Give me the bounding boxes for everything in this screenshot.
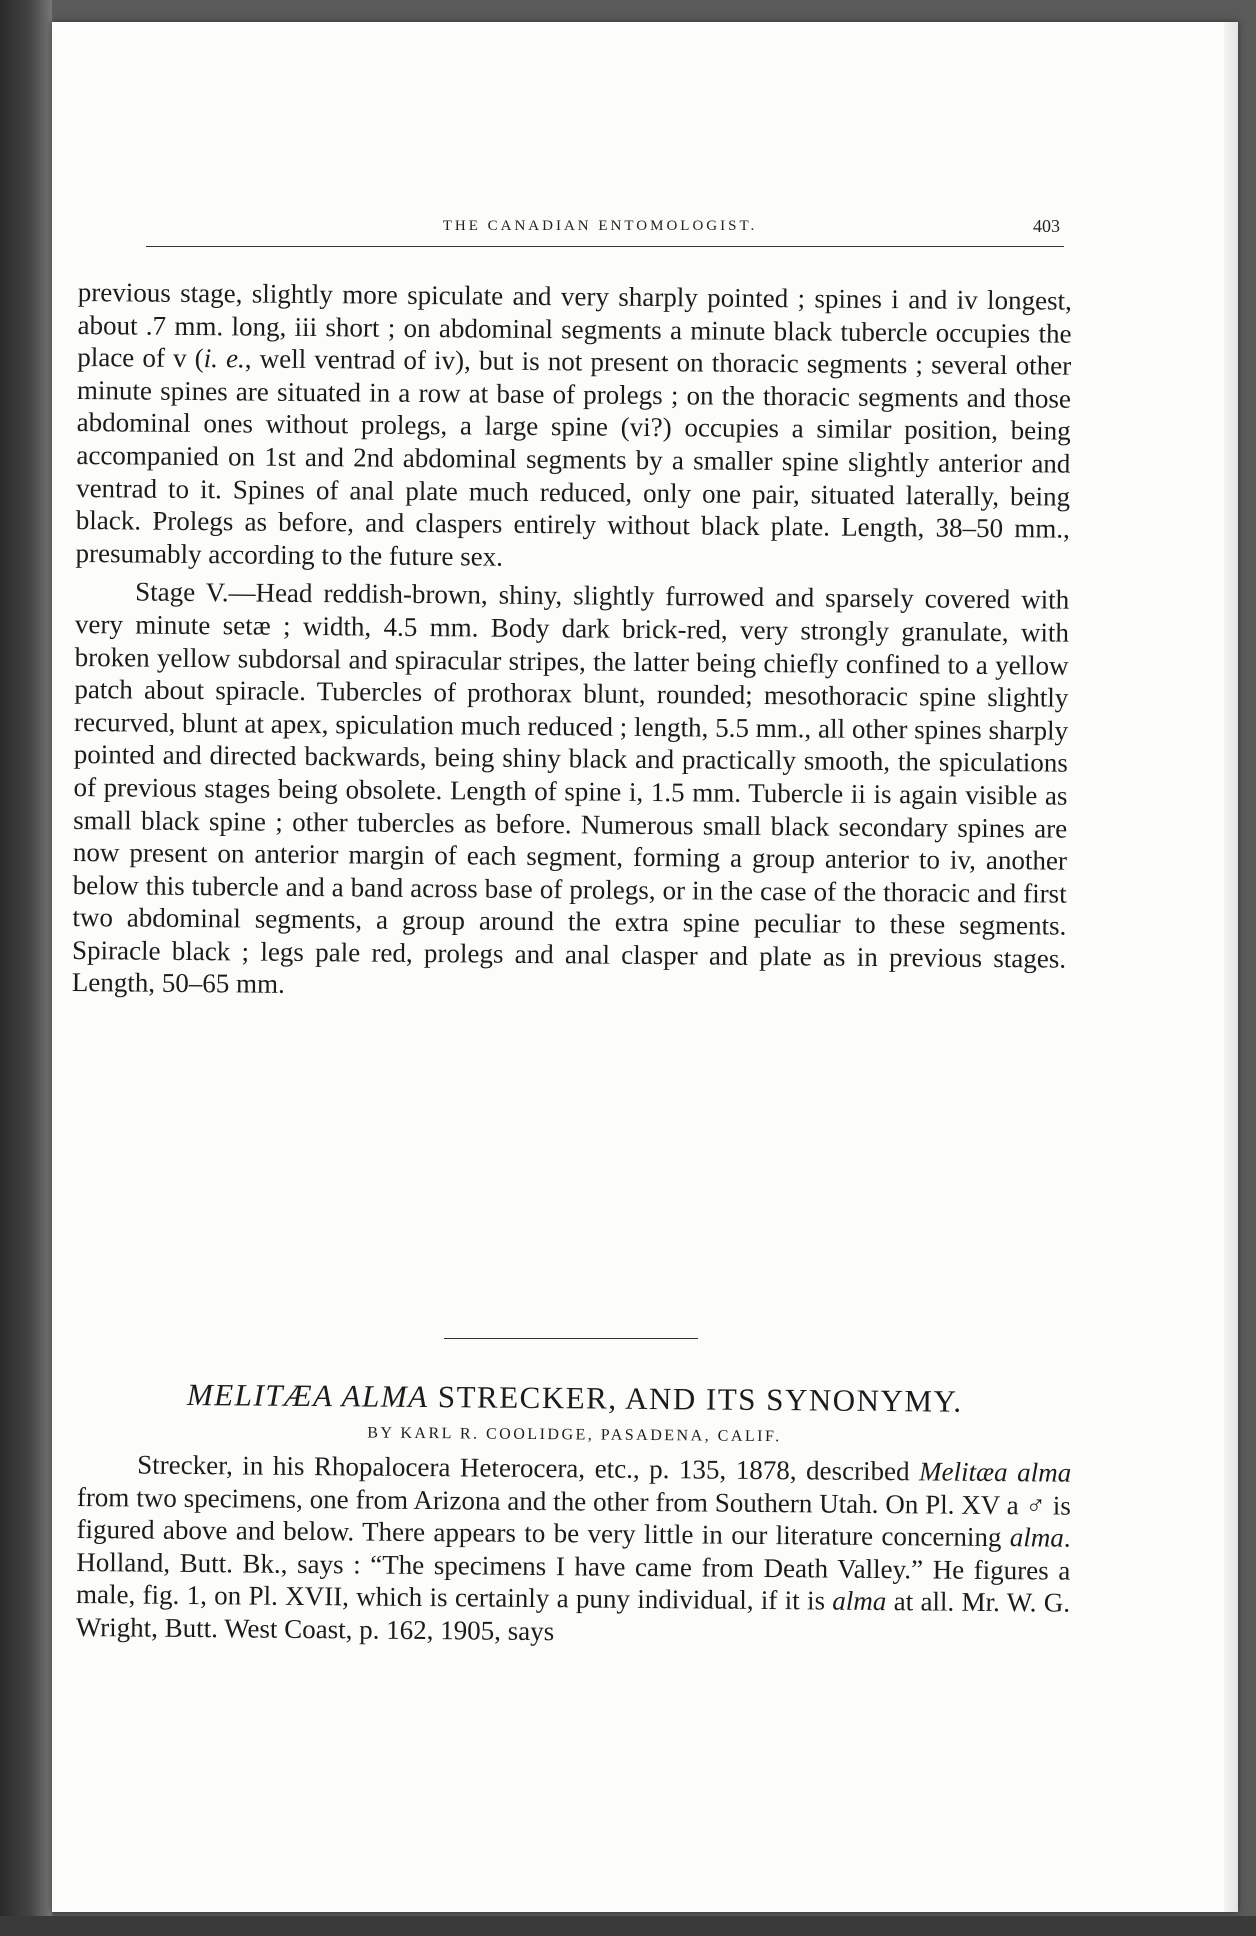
text-run: at all. Mr. W. G. Wright, Butt. West Coast, p. 162, 1905, says [75, 1586, 1071, 1647]
italic-text: alma [1009, 1522, 1064, 1553]
text-run: . Holland, Butt. Bk., says : “The specimens I have came from Death Valley.” He figures a male, fig. 1, on Pl. XVII, which is certainly a puny individual, if it is [75, 1522, 1071, 1616]
article [76, 1372, 1072, 1652]
continued-text [72, 276, 1072, 1008]
article-body [76, 1448, 1072, 1652]
header-rule [146, 246, 1064, 247]
page-number: 403 [1033, 216, 1060, 236]
paragraph-stage-v: Stage V.—Head reddish-brown, shiny, slightly furrowed and sparsely covered with very minute setæ ; width, 4.5 mm. Body dark brick-red, very strongly granulate, with broken yellow subdorsal and spiracular stripes, the latter being chiefly confined to a yellow patch about spiracle. Tubercles of prothorax blunt, rounded; mesothoracic spine slightly recurved, blunt at apex, spiculation much reduced ; length, 5.5 mm., all other spines sharply pointed and directed backwards, being shiny black and practically smooth, the spiculations of previous stages being obsolete. Length of spine i, 1.5 mm. Tubercle ii is again visible as small black spine ; other tubercles as before. Numerous small black secondary spines are now present on anterior margin of each segment, forming a group anterior to iv, another below this tubercle and a band across base of prolegs, or in the case of the thoracic and first two abdominal segments, a group around the extra spine peculiar to these segments. Spiracle black ; legs pale red, prolegs and anal clasper and plate as in previous stages. Length, 50–65 mm. [71, 576, 1070, 1000]
paragraph-stage-iv-continued [75, 276, 1072, 578]
italic-text: Melitæa alma [918, 1456, 1072, 1488]
italic-text: i. e. [203, 343, 245, 374]
text-run: Strecker, in his Rhopalocera Heterocera, etc., p. 135, 1878, described [137, 1449, 920, 1487]
text-run: from two specimens, one from Arizona and the other from Southern Utah. On Pl. XV a ♂ is figured above and below. There appears to be very little in our literature concerning [76, 1481, 1072, 1553]
text-run: previous stage, slightly more spiculate and very sharply pointed ; spines i and iv longest, about .7 mm. long, iii short ; on abdominal segments a minute black tubercle occupies the place of v ( [77, 276, 1072, 374]
section-divider [444, 1338, 698, 1339]
page-right-edge [1224, 22, 1238, 1912]
running-head [86, 206, 1064, 270]
article-title-rest: STRECKER, AND ITS SYNONYMY. [428, 1379, 963, 1419]
byline: BY KARL R. COOLIDGE, PASADENA, CALIF. [367, 1424, 782, 1446]
article-title [78, 1372, 1072, 1425]
article-title-species: MELITÆA ALMA [186, 1376, 429, 1415]
text-run: , well ventrad of iv), but is not present on thoracic segments ; several other minute spines are situated in a row at base of prolegs ; on the thoracic segments and those abdominal ones without prolegs, a large spine (vi?) occupies a similar position, being accompanied on 1st and 2nd abdominal segments by a smaller spine slightly anterior and ventrad to it. Spines of anal plate much reduced, only one pair, situated laterally, being black. Prolegs as before, and claspers entirely without black plate. Length, 38–50 mm., presumably according to the future sex. [75, 343, 1072, 572]
scan-bottom-edge [0, 1916, 1256, 1936]
scan-left-edge [0, 0, 52, 1936]
italic-text: alma [832, 1585, 887, 1617]
journal-title: THE CANADIAN ENTOMOLOGIST. [442, 218, 758, 234]
